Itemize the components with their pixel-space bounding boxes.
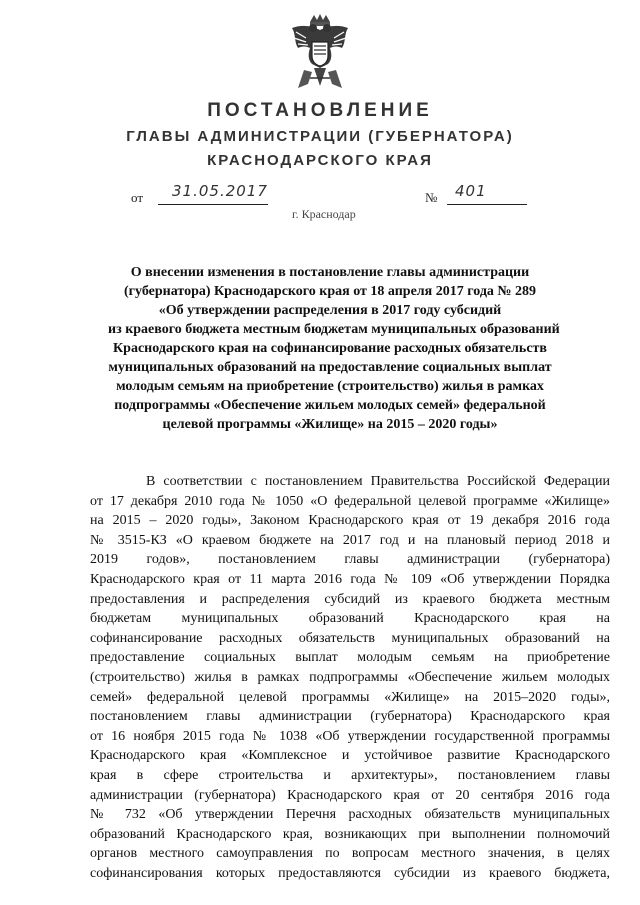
number-label: № <box>425 190 438 205</box>
body-text-line: В соответствии с постановлением Правительства Российской Федерации <box>146 474 610 489</box>
date-field <box>158 182 268 205</box>
body-text-line: края в сфере строительства и архитектуры», постановлением главы <box>90 767 610 783</box>
body-text-line: предоставления и распределения субсидий из краевого бюджета местным <box>90 591 610 607</box>
body-text-line: Краснодарского края «Комплексное и устойчивое развитие Краснодарского <box>90 748 610 764</box>
handwritten-date: 31.05.2017 <box>172 182 268 200</box>
body-text-line: постановлением главы администрации (губернатора) Краснодарского края <box>90 709 610 725</box>
body-text-line: органов местного самоуправления по вопросам местного значения, в целях <box>90 846 610 862</box>
number-field <box>447 182 527 205</box>
body-text-line: Краснодарского края от 11 марта 2016 года № 109 «Об утверждении Порядка <box>90 571 610 587</box>
issuer-heading: ГЛАВЫ АДМИНИСТРАЦИИ (ГУБЕРНАТОРА) <box>126 128 514 145</box>
title-line: О внесении изменения в постановление главы администрации <box>130 265 530 280</box>
title-line: подпрограммы «Обеспечение жильем молодых семей» федеральной <box>114 398 546 413</box>
title-line: муниципальных образований на предоставление социальных выплат <box>108 360 552 375</box>
body-text-line: № 732 «Об утверждении Перечня расходных обязательств муниципальных <box>90 807 610 823</box>
body-text-line: № 3515-КЗ «О краевом бюджете на 2017 год и на плановый период 2018 и <box>90 532 610 548</box>
body-text-line: 2019 годов», постановлением главы администрации (губернатора) <box>90 552 610 568</box>
title-line: Краснодарского края на софинансирование расходных обязательств <box>113 341 547 356</box>
document-body <box>90 472 610 883</box>
body-text-line: на 2015 – 2020 годы», Законом Краснодарского края от 19 декабря 2016 года <box>90 513 610 529</box>
body-text-line: предоставление социальных выплат молодым семьям на приобретение <box>90 650 610 666</box>
document-type-heading: ПОСТАНОВЛЕНИЕ <box>207 100 433 121</box>
title-line: целевой программы «Жилище» на 2015 – 2020 годы» <box>162 417 498 432</box>
title-line: (губернатора) Краснодарского края от 18 апреля 2017 года № 289 <box>124 284 536 299</box>
body-text-line: софинансирования которых предоставляются субсидии из краевого бюджета, <box>90 865 610 881</box>
coat-of-arms-emblem <box>284 12 356 94</box>
body-text-line: (строительство) жилья в рамках подпрограммы «Обеспечение жильем молодых <box>90 669 610 685</box>
body-text-line: семей» федеральной целевой программы «Жилище» на 2015–2020 годы», <box>90 689 610 705</box>
region-heading: КРАСНОДАРСКОГО КРАЯ <box>207 152 433 169</box>
body-text-line: от 17 декабря 2010 года № 1050 «О федеральной целевой программе «Жилище» <box>90 493 610 509</box>
body-text-line: администрации (губернатора) Краснодарского края от 20 сентября 2016 года <box>90 787 610 803</box>
body-text-line: образований Краснодарского края, возникающих при выполнении полномочий <box>90 826 610 842</box>
body-text-line: софинансирование расходных обязательств муниципальных образований на <box>90 630 610 646</box>
body-text-line: бюджетам муниципальных образований Краснодарского края на <box>90 611 610 627</box>
date-label: от <box>131 190 144 205</box>
document-title <box>108 263 560 434</box>
body-text-line: от 16 ноября 2015 года № 1038 «Об утверждении государственной программы <box>90 728 610 744</box>
title-line: из краевого бюджета местным бюджетам муниципальных образований <box>108 322 560 337</box>
title-line: «Об утверждении распределения в 2017 году субсидий <box>158 303 502 318</box>
handwritten-number: 401 <box>455 182 487 200</box>
city-label: г. Краснодар <box>292 207 356 221</box>
title-line: молодым семьям на приобретение (строительство) жилья в рамках <box>116 379 544 394</box>
